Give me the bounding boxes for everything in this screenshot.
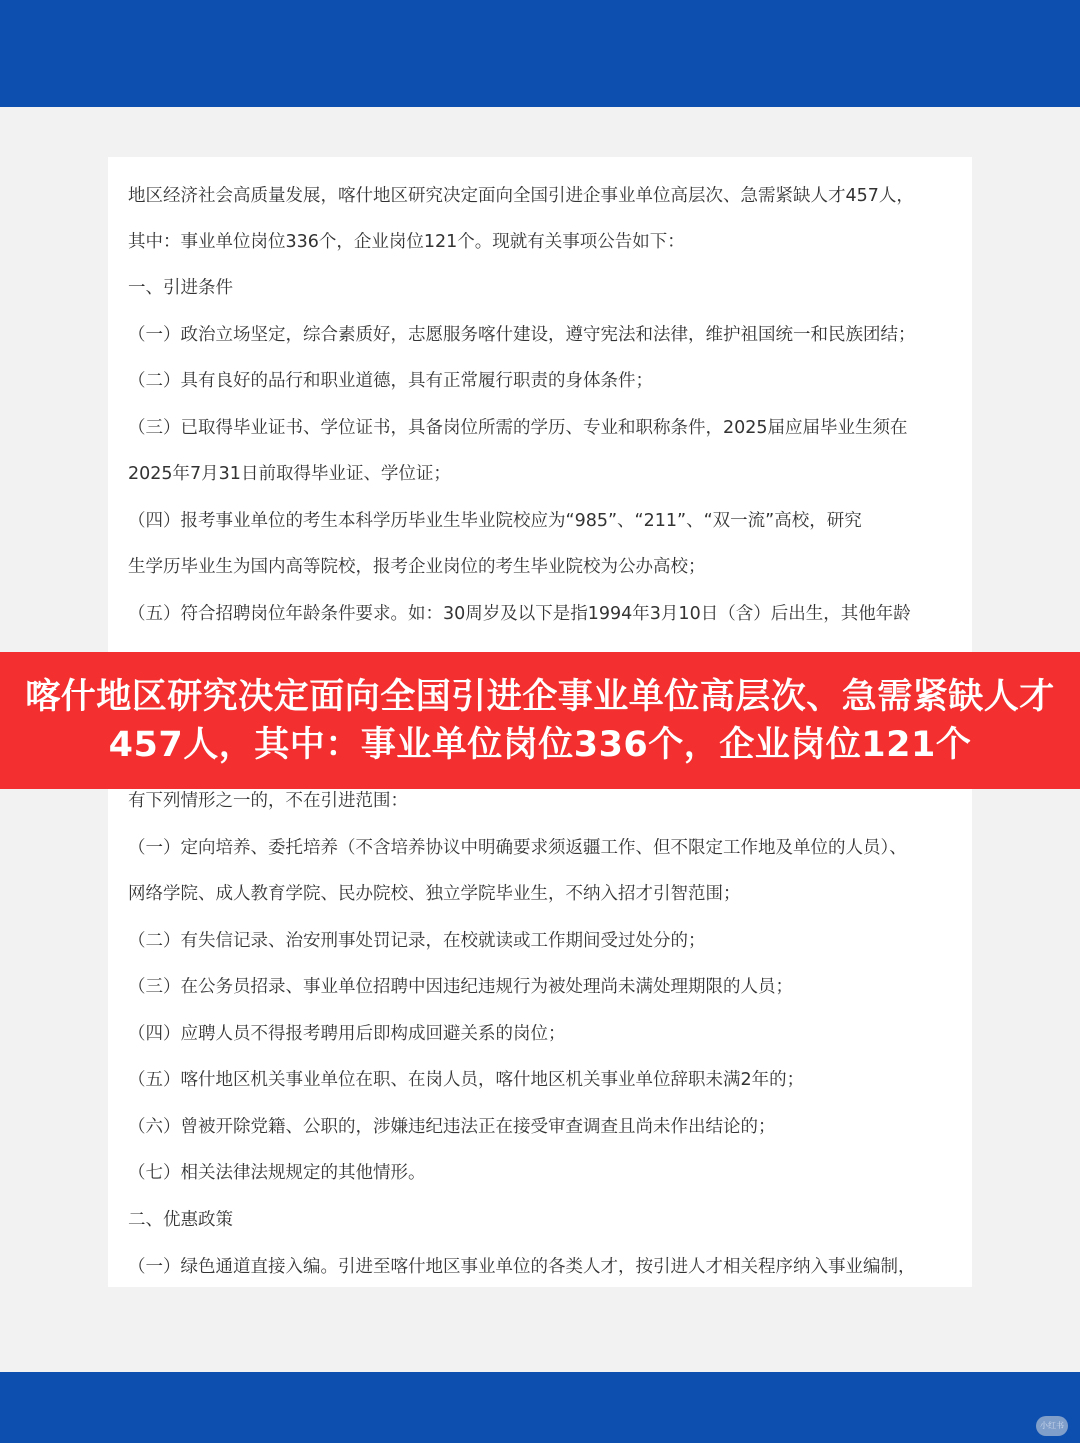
xiaohongshu-watermark: 小红书 — [1036, 1416, 1068, 1436]
section-heading-policies: 二、优惠政策 — [128, 1210, 233, 1230]
top-header-bar — [0, 0, 1080, 107]
banner-line-1: 喀什地区研究决定面向全国引进企事业单位高层次、急需紧缺人才 — [25, 676, 1055, 717]
headline-banner — [0, 652, 1080, 789]
doc-line-13: 网络学院、成人教育学院、民办院校、独立学院毕业生，不纳入招才引智范围； — [128, 884, 741, 904]
doc-line-7: 2025年7月31日前取得毕业证、学位证； — [128, 464, 451, 484]
doc-line-21: （一）绿色通道直接入编。引进至喀什地区事业单位的各类人才，按引进人才相关程序纳入事业编制， — [128, 1257, 916, 1277]
doc-line-9: 生学历毕业生为国内高等院校，报考企业岗位的考生毕业院校为公办高校； — [128, 557, 706, 577]
doc-line-16: （四）应聘人员不得报考聘用后即构成回避关系的岗位； — [128, 1024, 566, 1044]
doc-line-10: （五）符合招聘岗位年龄条件要求。如：30周岁及以下是指1994年3月10日（含）后出生，其他年龄 — [128, 604, 911, 624]
doc-line-8: （四）报考事业单位的考生本科学历毕业生毕业院校应为“985”、“211”、“双一流”高校，研究 — [128, 511, 862, 531]
doc-line-1: 地区经济社会高质量发展，喀什地区研究决定面向全国引进企事业单位高层次、急需紧缺人才457人， — [128, 186, 914, 206]
doc-line-11: 有下列情形之一的，不在引进范围： — [128, 791, 408, 811]
doc-line-2: 其中：事业单位岗位336个，企业岗位121个。现就有关事项公告如下： — [128, 232, 685, 252]
doc-line-17: （五）喀什地区机关事业单位在职、在岗人员，喀什地区机关事业单位辞职未满2年的； — [128, 1070, 805, 1090]
doc-line-5: （二）具有良好的品行和职业道德，具有正常履行职责的身体条件； — [128, 371, 653, 391]
doc-line-4: （一）政治立场坚定，综合素质好，志愿服务喀什建设，遵守宪法和法律，维护祖国统一和民族团结； — [128, 325, 916, 345]
bottom-footer-bar — [0, 1372, 1080, 1443]
doc-line-19: （七）相关法律法规规定的其他情形。 — [128, 1163, 426, 1183]
banner-line-2: 457人，其中：事业单位岗位336个，企业岗位121个 — [108, 724, 972, 765]
doc-line-15: （三）在公务员招录、事业单位招聘中因违纪违规行为被处理尚未满处理期限的人员； — [128, 977, 793, 997]
doc-line-6: （三）已取得毕业证书、学位证书，具备岗位所需的学历、专业和职称条件，2025届应届毕业生须在 — [128, 418, 908, 438]
doc-line-14: （二）有失信记录、治安刑事处罚记录，在校就读或工作期间受过处分的； — [128, 931, 706, 951]
doc-line-18: （六）曾被开除党籍、公职的，涉嫌违纪违法正在接受审查调查且尚未作出结论的； — [128, 1117, 776, 1137]
section-heading-conditions: 一、引进条件 — [128, 278, 233, 298]
doc-line-12: （一）定向培养、委托培养（不含培养协议中明确要求须返疆工作、但不限定工作地及单位的人员）、 — [128, 838, 907, 858]
